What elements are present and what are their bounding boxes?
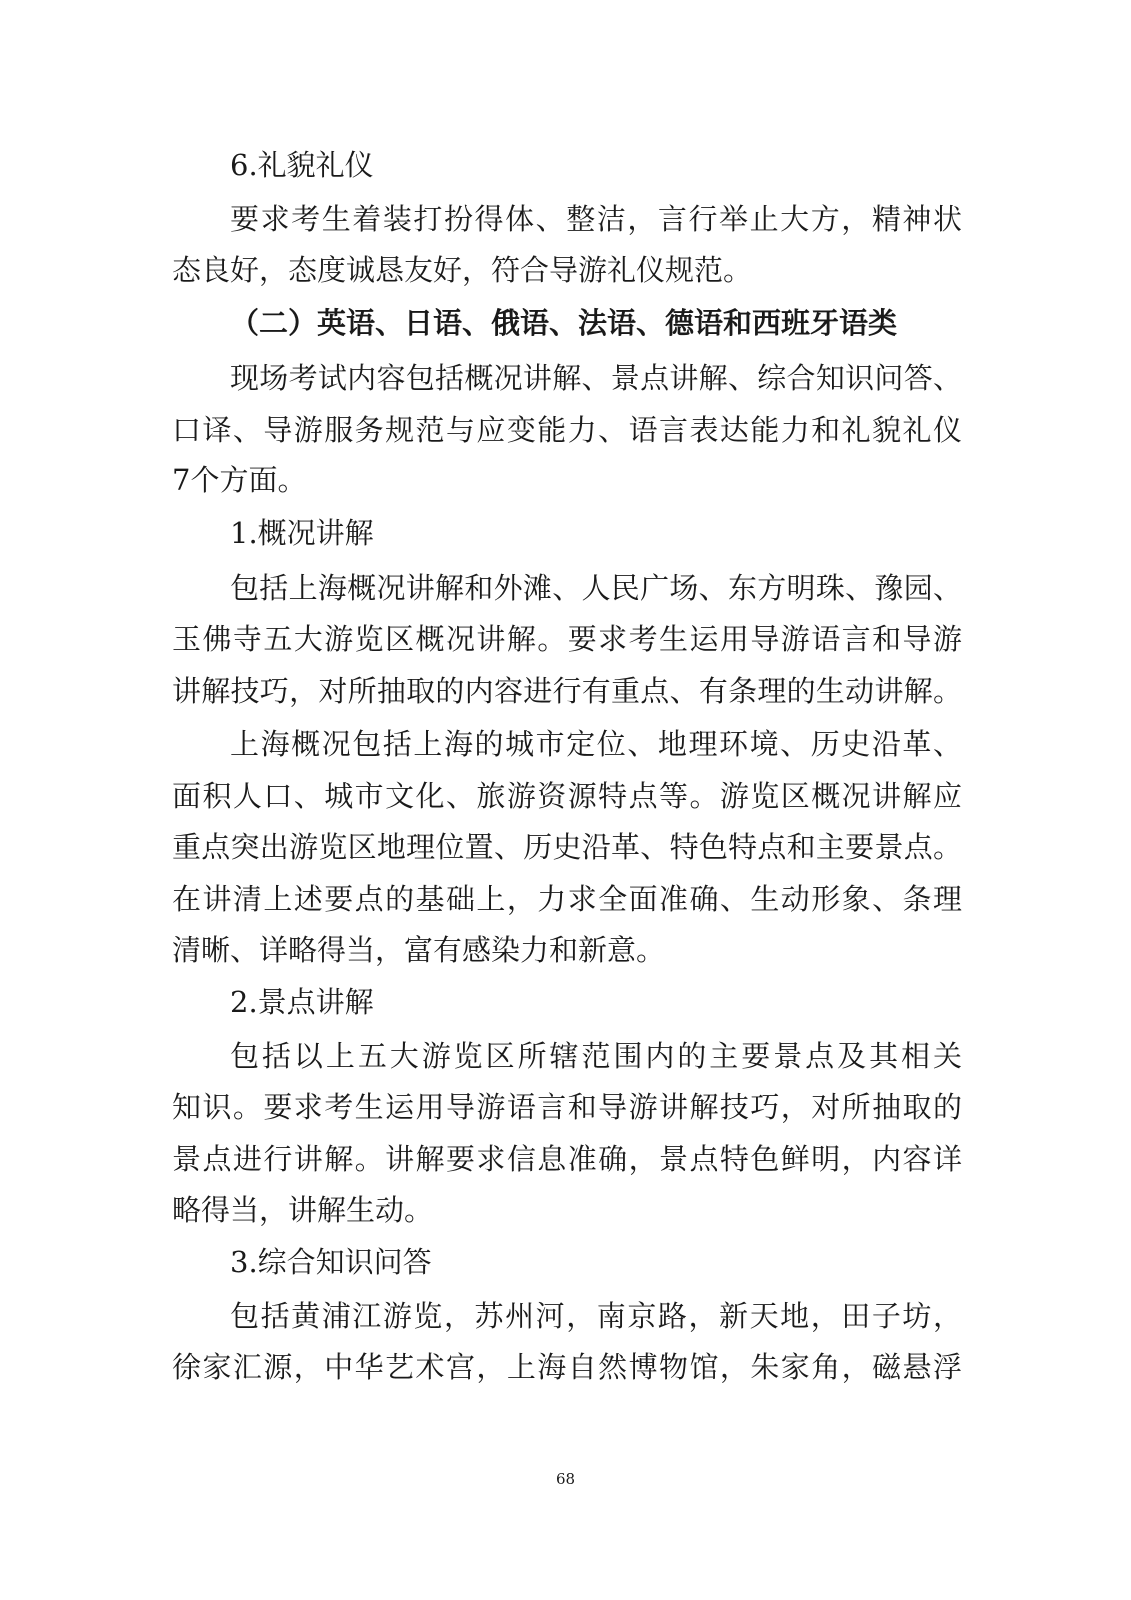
page-number: 68 (555, 1470, 576, 1488)
paragraph-line: 略得当，讲解生动。 (172, 1193, 434, 1227)
paragraph-line: 面积人口、城市文化、旅游资源特点等。游览区概况讲解应 (172, 779, 962, 813)
paragraph-line: 7个方面。 (172, 463, 307, 497)
paragraph-line: 现场考试内容包括概况讲解、景点讲解、综合知识问答、 (230, 361, 962, 395)
paragraph-line: 清晰、详略得当，富有感染力和新意。 (172, 933, 666, 967)
paragraph-line: 景点进行讲解。讲解要求信息准确，景点特色鲜明，内容详 (172, 1142, 962, 1176)
paragraph-line: 包括黄浦江游览，苏州河，南京路，新天地，田子坊， (230, 1299, 962, 1333)
section-heading-overview: 1.概况讲解 (230, 516, 374, 550)
section-heading-languages: （二）英语、日语、俄语、法语、德语和西班牙语类 (230, 306, 898, 340)
section-heading-knowledge: 3.综合知识问答 (230, 1245, 432, 1279)
paragraph-line: 知识。要求考生运用导游语言和导游讲解技巧，对所抽取的 (172, 1090, 962, 1124)
paragraph-line: 徐家汇源，中华艺术宫，上海自然博物馆，朱家角，磁悬浮 (172, 1350, 962, 1384)
paragraph-line: 包括上海概况讲解和外滩、人民广场、东方明珠、豫园、 (230, 571, 962, 605)
section-heading-etiquette: 6.礼貌礼仪 (230, 148, 374, 182)
paragraph-line: 重点突出游览区地理位置、历史沿革、特色特点和主要景点。 (172, 830, 962, 864)
section-heading-attractions: 2.景点讲解 (230, 985, 374, 1019)
paragraph-line: 讲解技巧，对所抽取的内容进行有重点、有条理的生动讲解。 (172, 674, 962, 708)
paragraph-line: 口译、导游服务规范与应变能力、语言表达能力和礼貌礼仪 (172, 413, 962, 447)
paragraph-line: 包括以上五大游览区所辖范围内的主要景点及其相关 (230, 1039, 962, 1073)
paragraph-line: 玉佛寺五大游览区概况讲解。要求考生运用导游语言和导游 (172, 622, 962, 656)
paragraph-line: 要求考生着装打扮得体、整洁，言行举止大方，精神状 (230, 202, 962, 236)
paragraph-line: 态良好，态度诚恳友好，符合导游礼仪规范。 (172, 253, 753, 287)
paragraph-line: 在讲清上述要点的基础上，力求全面准确、生动形象、条理 (172, 882, 962, 916)
paragraph-line: 上海概况包括上海的城市定位、地理环境、历史沿革、 (230, 727, 962, 761)
